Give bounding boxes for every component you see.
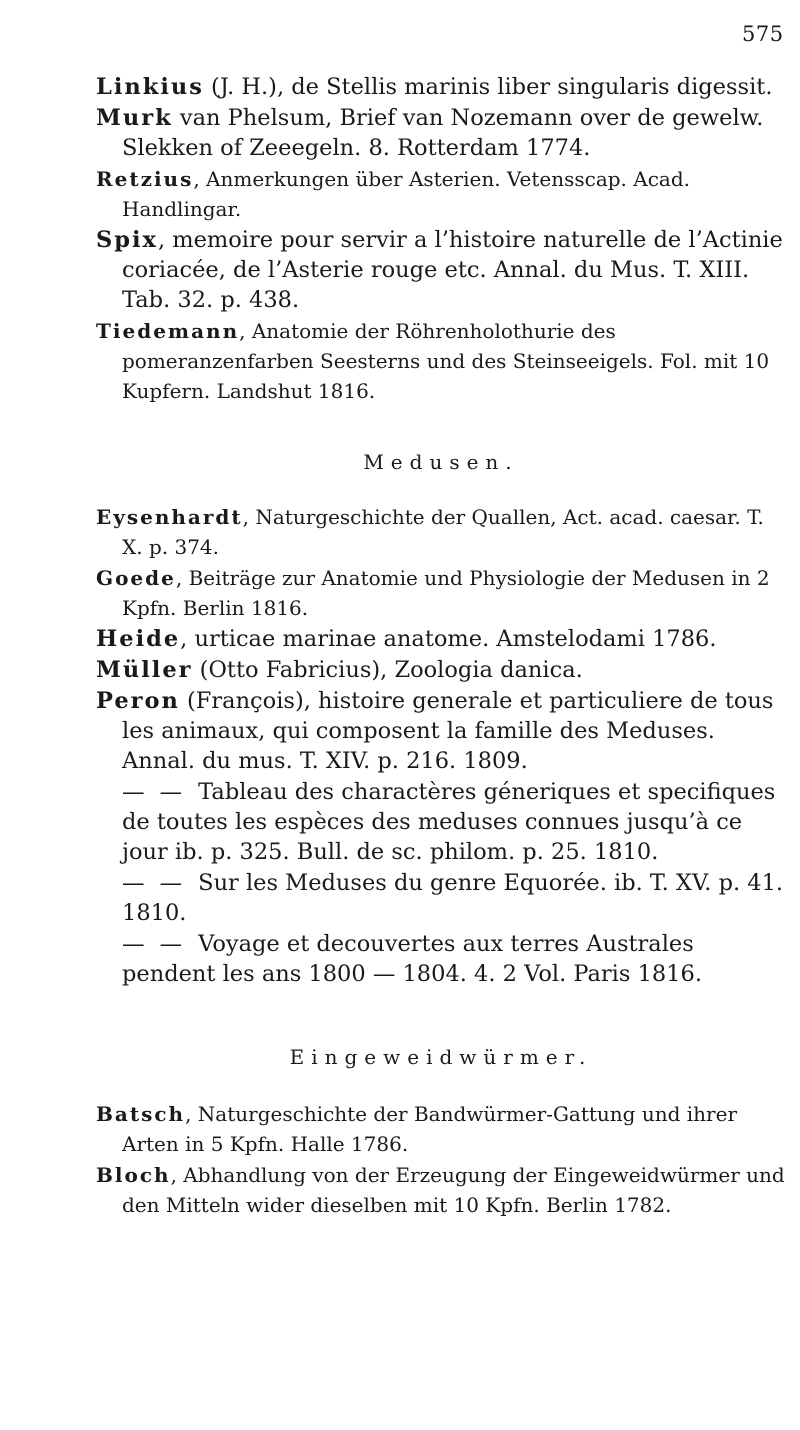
section-heading: Medusen. (363, 450, 519, 474)
entry-text: , Abhandlung von der Erzeugung der Eingeweidwürmer und den Mitteln wider dieselben mit 10 Kpfn. Berlin 1782. (122, 1163, 785, 1217)
entry-text: (François), histoire generale et particuliere de tous les animaux, qui composent la famille des Meduses. Annal. du mus. T. XIV. p. 216. 1809. (122, 688, 774, 774)
entry-text: Voyage et decouvertes aux terres Australes pendent les ans 1800 — 1804. 4. 2 Vol. Paris 1816. (122, 931, 702, 987)
entry-text: , memoire pour servir a l’histoire naturelle de l’Actinie coriacée, de l’Asterie rouge etc. Annal. du Mus. T. XIII. Tab. 32. p. 438. (122, 227, 783, 313)
entry-eysenhardt (96, 502, 786, 562)
entry-author: Bloch (96, 1163, 171, 1187)
entry-author: Batsch (96, 1102, 186, 1126)
bibliography (96, 72, 786, 1221)
entry-text: Tableau des charactères géneriques et specifiques de toutes les espèces des meduses connues jusqu’à ce jour ib. p. 325. Bull. de sc. philom. p. 25. 1810. (122, 779, 776, 865)
entry-author: Retzius (96, 167, 194, 191)
entry-text: , Naturgeschichte der Bandwürmer-Gattung und ihrer Arten in 5 Kpfn. Halle 1786. (122, 1102, 737, 1156)
entry-peron-voyage (96, 929, 786, 989)
entry-text: , Anatomie der Röhrenholothurie des pomeranzenfarben Seesterns und des Steinseeigels. Fol. mit 10 Kupfern. Landshut 1816. (122, 319, 770, 403)
entry-text: , urticae marinae anatome. Amstelodami 1786. (180, 626, 717, 652)
entry-text: , Anmerkungen über Asterien. Vetensscap. Acad. Handlingar. (122, 167, 691, 221)
entry-text: , Naturgeschichte der Quallen, Act. acad. caesar. T. X. p. 374. (122, 505, 764, 559)
entry-bloch (96, 1160, 786, 1220)
entry-author: Tiedemann (96, 319, 240, 343)
entry-dashes: — — (122, 779, 187, 805)
entry-author: Eysenhardt (96, 505, 243, 529)
section-medusen (96, 450, 786, 989)
entry-author: Linkius (96, 74, 204, 100)
entry-heide (96, 624, 786, 654)
entry-author: Goede (96, 566, 176, 590)
entry-author: Müller (96, 657, 193, 683)
section-heading: Eingeweidwürmer. (289, 1045, 593, 1069)
entry-peron-equoree (96, 868, 786, 928)
entry-text: , Beiträge zur Anatomie und Physiologie der Medusen in 2 Kpfn. Berlin 1816. (122, 566, 770, 620)
entry-goede (96, 563, 786, 623)
entry-peron (96, 686, 786, 776)
entry-author: Spix (96, 227, 158, 253)
entry-dashes: — — (122, 870, 187, 896)
entry-linkius (96, 72, 786, 102)
entry-batsch (96, 1099, 786, 1159)
entry-text: (J. H.), de Stellis marinis liber singularis digessit. (203, 74, 773, 100)
entry-author: Murk (96, 105, 173, 131)
page-number: 575 (742, 22, 784, 46)
entry-text: Sur les Meduses du genre Equorée. ib. T. XV. p. 41. 1810. (122, 870, 784, 926)
entry-peron-tableau (96, 777, 786, 867)
section-eingeweidwuermer (96, 1045, 786, 1220)
entry-text: (Otto Fabricius), Zoologia danica. (192, 657, 583, 683)
entry-retzius (96, 164, 786, 224)
section-asteroidea (96, 72, 786, 406)
entry-dashes: — — (122, 931, 187, 957)
entry-murk (96, 103, 786, 163)
entry-mueller (96, 655, 786, 685)
entry-text: van Phelsum, Brief van Nozemann over de gewelw. Slekken of Zeeegeln. 8. Rotterdam 1774. (122, 105, 764, 161)
entry-author: Peron (96, 688, 180, 714)
entry-author: Heide (96, 626, 181, 652)
entry-tiedemann (96, 316, 786, 406)
entry-spix (96, 225, 786, 315)
